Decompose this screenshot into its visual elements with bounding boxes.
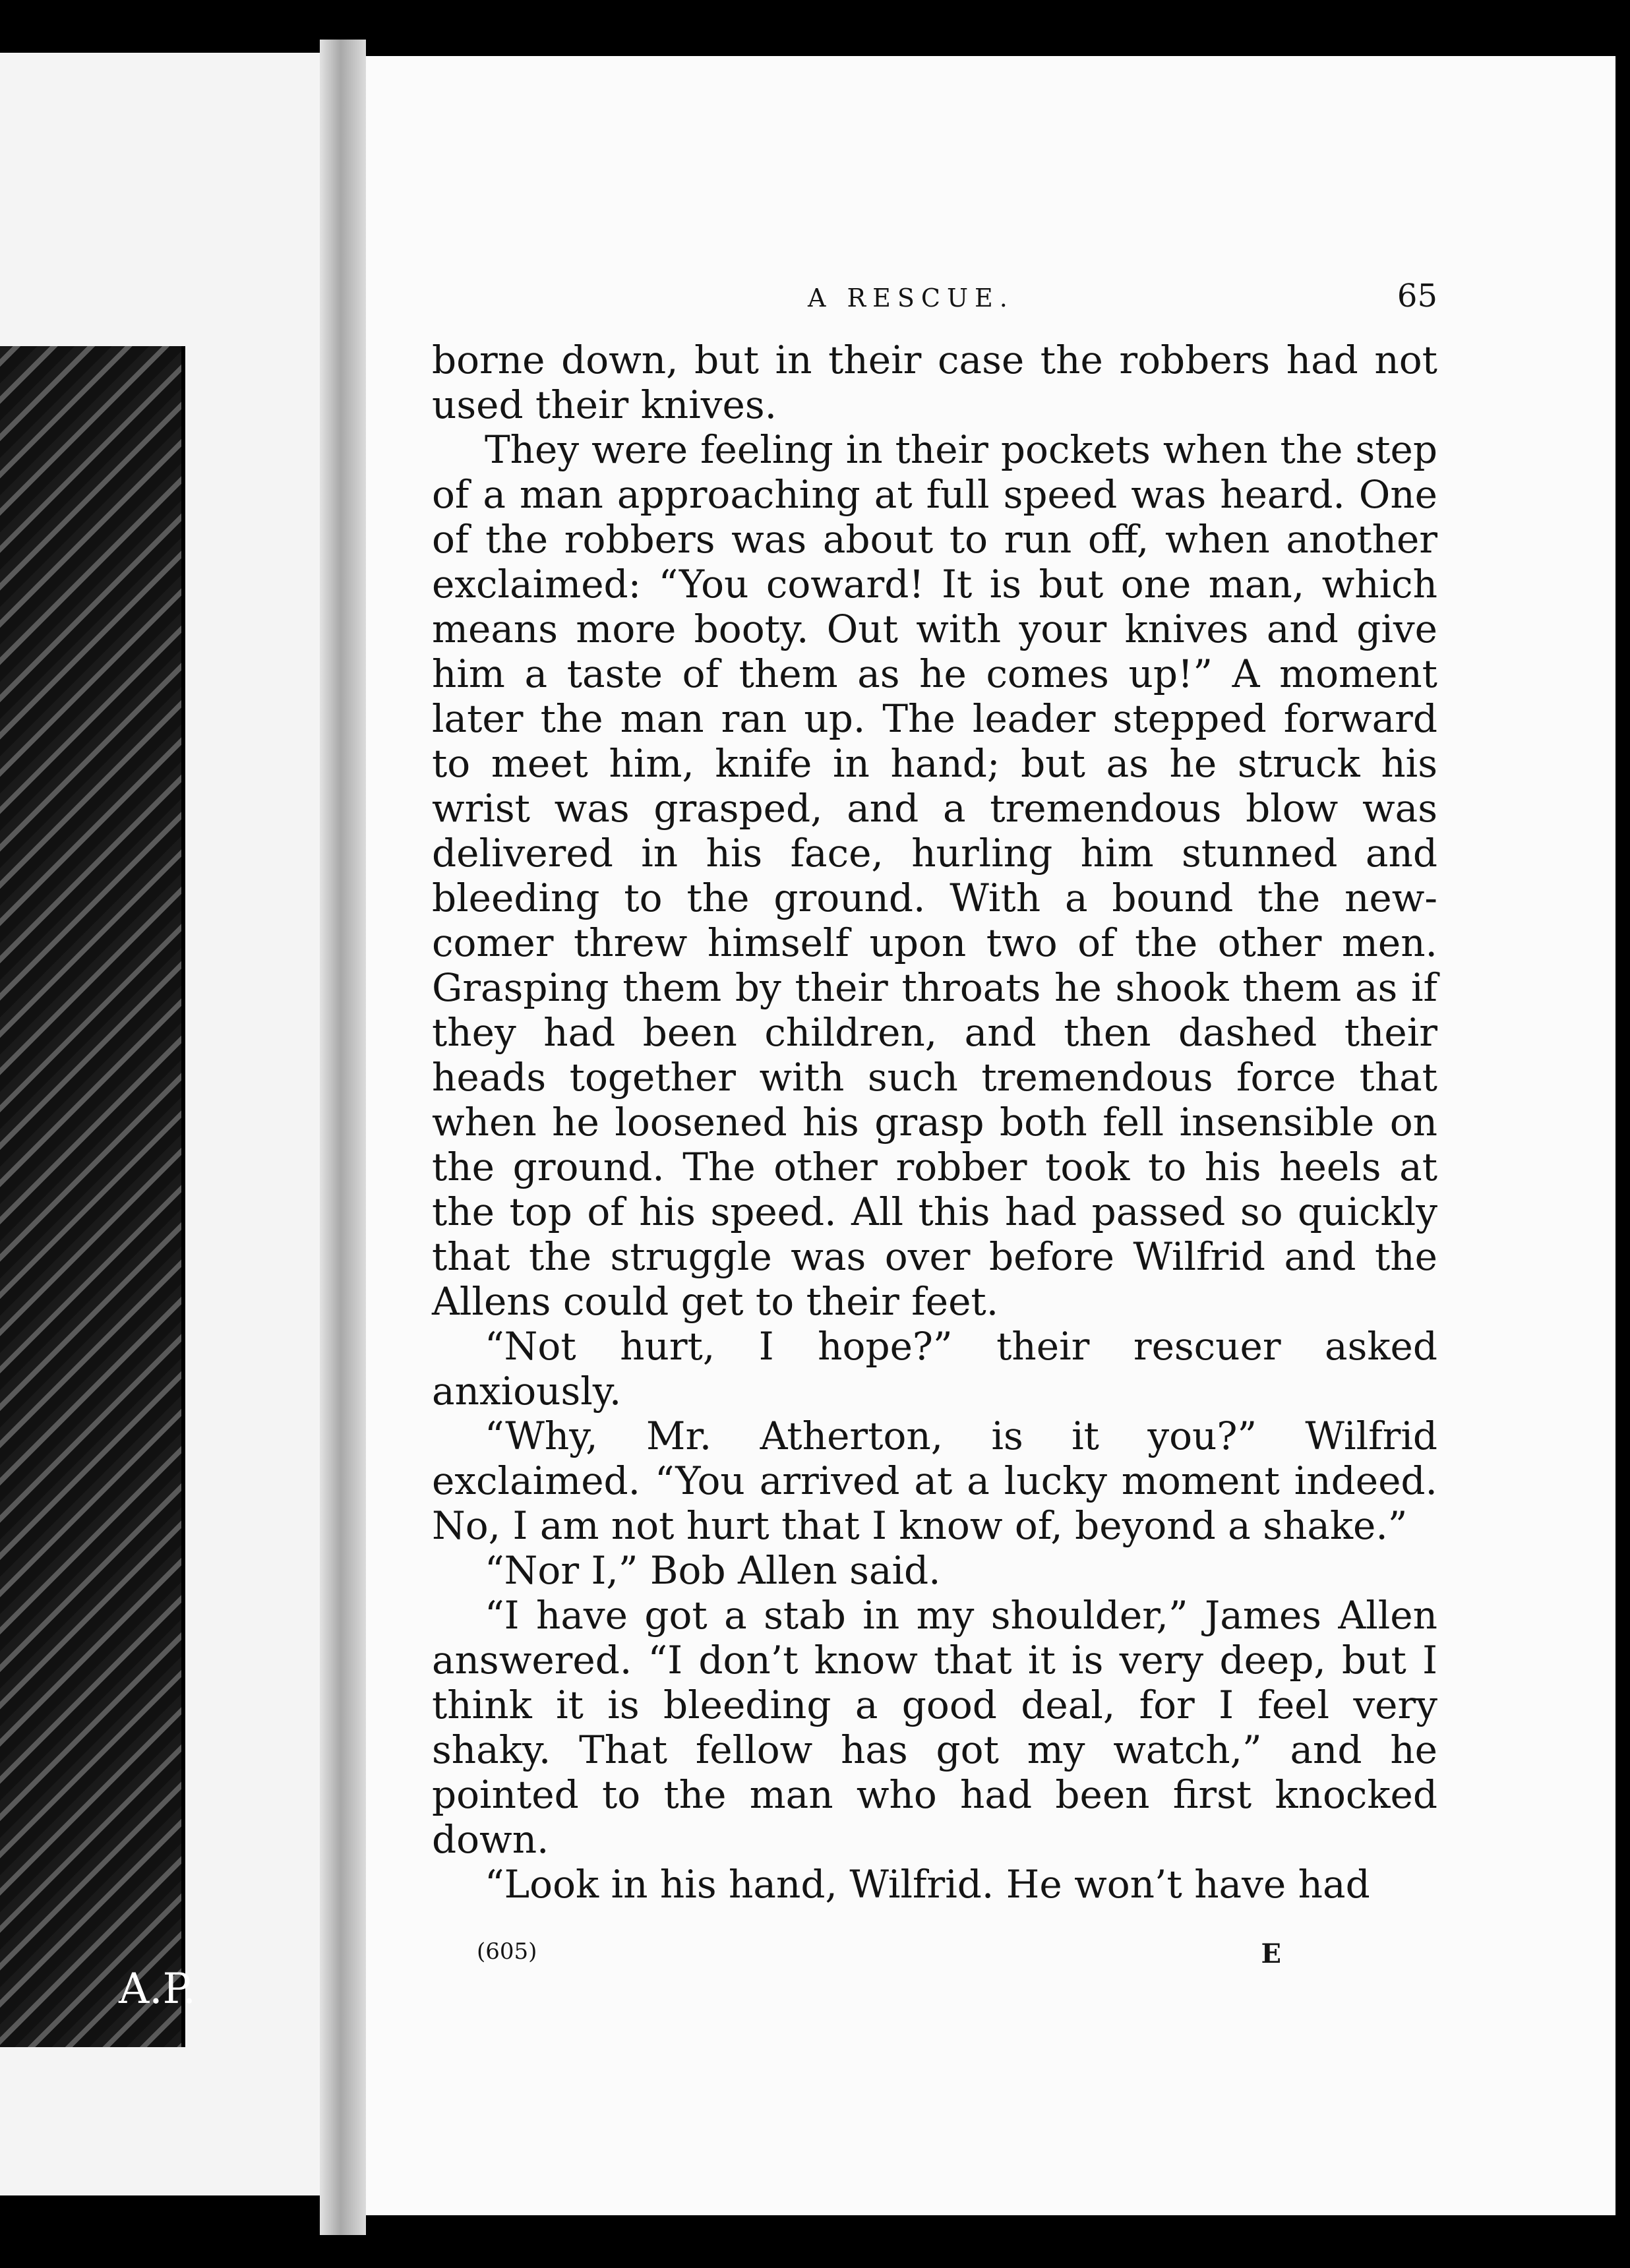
paragraph: “Why, Mr. Atherton, is it you?” Wilfrid exclaimed. “You arrived at a lucky moment indeed. No, I am not hurt that I know of, beyond a shake.” [432, 1414, 1437, 1548]
running-head: A RESCUE. [808, 284, 1014, 313]
page-text [432, 274, 1437, 1907]
illustration [0, 346, 185, 2047]
signature-mark: E [1261, 1938, 1281, 1969]
paragraph: “Nor I,” Bob Allen said. [485, 1548, 941, 1593]
page-header [432, 274, 1437, 320]
book-gutter [320, 40, 366, 2235]
paragraph: They were feeling in their pockets when the step of a man approaching at full speed was heard. One of the robbers was about to run off, when another exclaimed: “You coward! It is but one man, which means more booty. Out with your knives and give him a taste of them as he comes up!” A moment later the man ran up. The leader stepped forward to meet him, knife in hand; but as he struck his wrist was grasped, and a tremendous blow was delivered in his face, hurling him stunned and bleeding to the ground. With a bound the new-comer threw himself upon two of the other men. Grasping them by their throats he shook them as if they had been children, and then dashed their heads together with such tremendous force that when he loosened his grasp both fell insensible on the ground. The other robber took to his heels at the top of his speed. All this had passed so quickly that the struggle was over before Wilfrid and the Allens could get to their feet. [432, 427, 1437, 1324]
paragraph: “Not hurt, I hope?” their rescuer asked anxiously. [432, 1324, 1437, 1414]
paragraph: borne down, but in their case the robbers had not used their knives. [432, 338, 1437, 427]
illustration-signature: A.P. [119, 1965, 196, 2014]
right-page [366, 56, 1615, 2215]
paragraph: “I have got a stab in my shoulder,” James Allen answered. “I don’t know that it is very deep, but I think it is bleeding a good deal, for I feel very shaky. That fellow has got my watch,” and he pointed to the man who had been first knocked down. [432, 1593, 1437, 1862]
left-page [0, 53, 320, 2195]
print-code: (605) [477, 1938, 537, 1965]
page-footer [477, 1938, 1281, 1969]
paragraph: “Look in his hand, Wilfrid. He won’t have had [485, 1862, 1370, 1907]
page-number: 65 [1397, 278, 1437, 314]
